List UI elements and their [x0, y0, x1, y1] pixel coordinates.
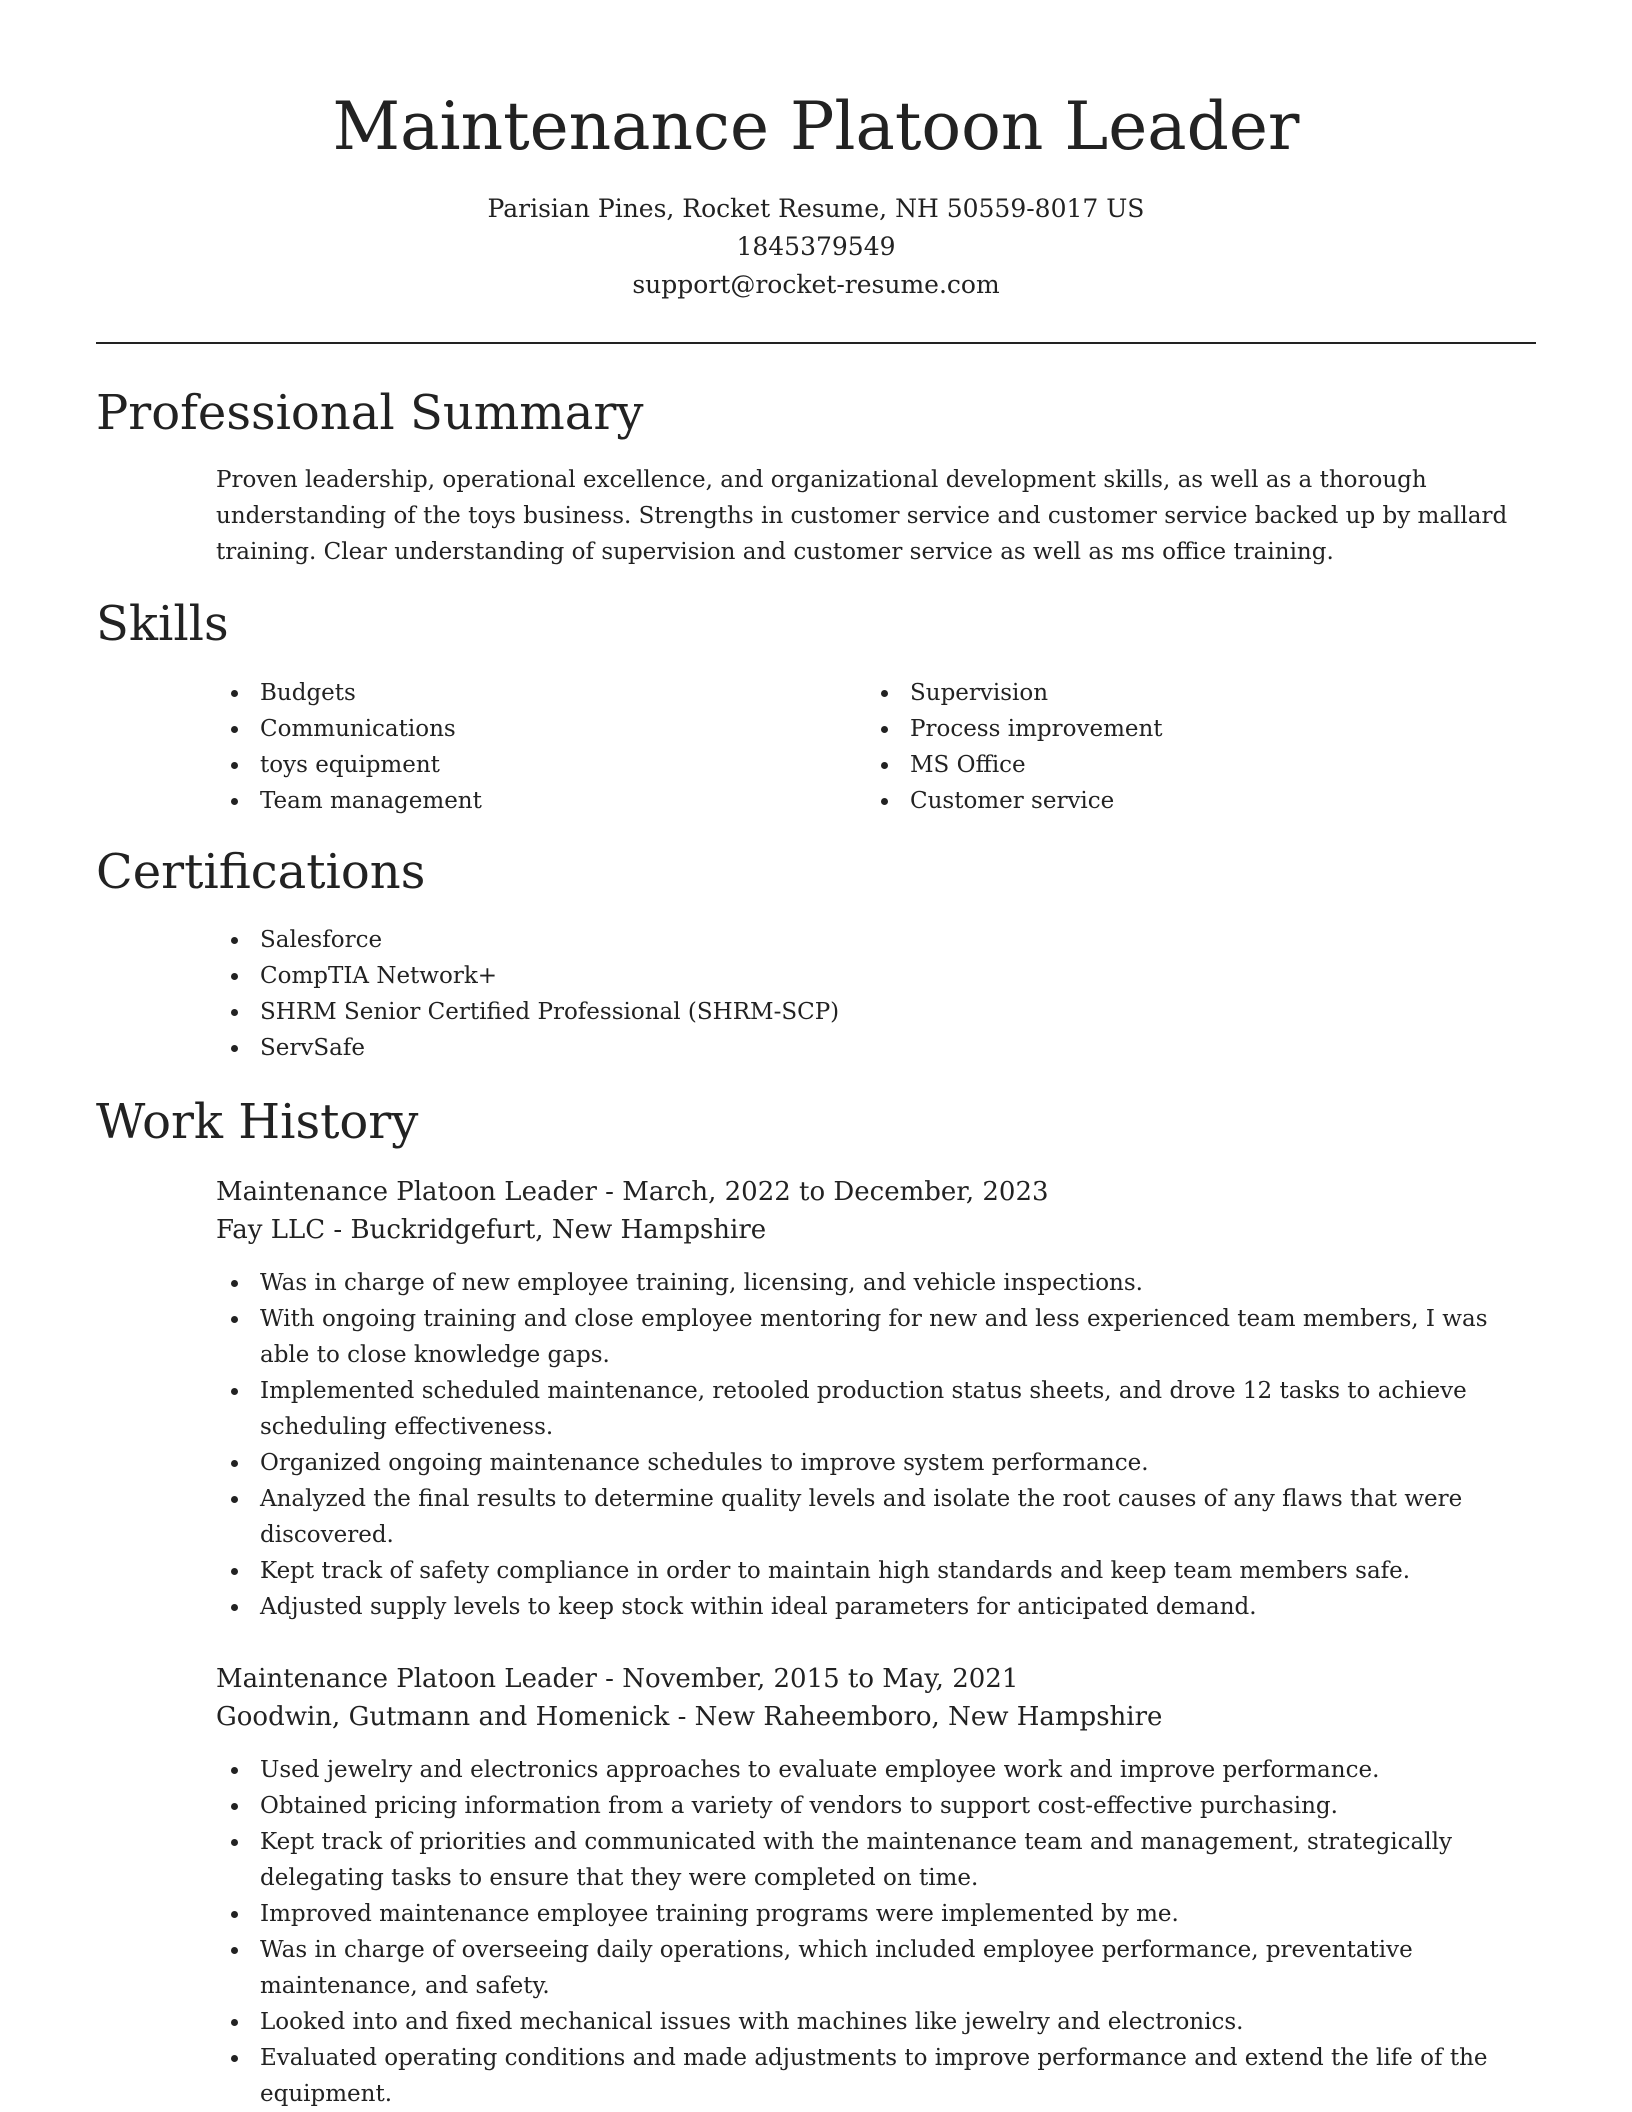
job-entry — [216, 1660, 1526, 2112]
list-item: MS Office — [866, 747, 1466, 783]
list-item: toys equipment — [216, 747, 816, 783]
job-entry — [216, 1173, 1526, 1625]
list-item: Organized ongoing maintenance schedules to improve system performance. — [216, 1445, 1526, 1481]
list-item: Customer service — [866, 783, 1466, 819]
list-item: Supervision — [866, 675, 1466, 711]
list-item: With ongoing training and close employee mentoring for new and less experienced team members, I was able to close knowledge gaps. — [216, 1301, 1526, 1373]
list-item: Was in charge of overseeing daily operations, which included employee performance, preventative maintenance, and safety. — [216, 1932, 1526, 2004]
list-item: Kept track of safety compliance in order to maintain high standards and keep team members safe. — [216, 1553, 1526, 1589]
job-dates: - November, 2015 to May, 2021 — [596, 1664, 1019, 1694]
list-item: Adjusted supply levels to keep stock within ideal parameters for anticipated demand. — [216, 1589, 1526, 1625]
list-item: Process improvement — [866, 711, 1466, 747]
list-item: CompTIA Network+ — [216, 958, 1516, 994]
list-item: Kept track of priorities and communicated with the maintenance team and management, strategically delegating tasks to ensure that they were completed on time. — [216, 1824, 1526, 1896]
list-item: Improved maintenance employee training programs were implemented by me. — [216, 1896, 1526, 1932]
job-company: Fay LLC — [216, 1215, 326, 1245]
certifications-list — [216, 922, 1516, 1066]
resume-header — [0, 82, 1632, 304]
job-company-line — [216, 1698, 1526, 1736]
list-item: ServSafe — [216, 1030, 1516, 1066]
skills-list-left — [216, 675, 816, 819]
list-item: SHRM Senior Certified Professional (SHRM-SCP) — [216, 994, 1516, 1030]
list-item: Implemented scheduled maintenance, retooled production status sheets, and drove 12 tasks to achieve scheduling effectiveness. — [216, 1373, 1526, 1445]
contact-phone: 1845379549 — [736, 232, 896, 261]
list-item: Analyzed the final results to determine quality levels and isolate the root causes of any flaws that were discovered. — [216, 1481, 1526, 1553]
job-dates: - March, 2022 to December, 2023 — [596, 1177, 1049, 1207]
job-company: Goodwin, Gutmann and Homenick — [216, 1702, 670, 1732]
job-company-line — [216, 1211, 1526, 1249]
list-item: Used jewelry and electronics approaches to evaluate employee work and improve performance. — [216, 1752, 1526, 1788]
job-role: Maintenance Platoon Leader — [216, 1664, 597, 1694]
contact-address: Parisian Pines, Rocket Resume, NH 50559-8017 US — [487, 194, 1145, 223]
job-title-line — [216, 1660, 1526, 1698]
summary-text: Proven leadership, operational excellence, and organizational development skills, as well as a thorough understanding of the toys business. Strengths in customer service and customer service backed up by mallard training. Clear understanding of supervision and customer service as well as ms office training. — [216, 467, 1508, 565]
candidate-name: Maintenance Platoon Leader — [332, 88, 1300, 165]
certifications-heading: Certifications — [96, 844, 426, 900]
list-item: Team management — [216, 783, 816, 819]
list-item: Obtained pricing information from a variety of vendors to support cost-effective purchasing. — [216, 1788, 1526, 1824]
list-item: Communications — [216, 711, 816, 747]
summary-heading: Professional Summary — [96, 385, 644, 441]
job-role: Maintenance Platoon Leader — [216, 1177, 597, 1207]
job-title-line — [216, 1173, 1526, 1211]
contact-email: support@rocket-resume.com — [632, 270, 1000, 299]
job-location: - New Raheemboro, New Hampshire — [669, 1702, 1163, 1732]
job-location: - Buckridgefurt, New Hampshire — [325, 1215, 767, 1245]
work-history-heading: Work History — [96, 1094, 419, 1150]
job-bullets — [216, 1752, 1526, 2112]
skills-list-right — [866, 675, 1466, 819]
list-item: Looked into and fixed mechanical issues with machines like jewelry and electronics. — [216, 2004, 1526, 2040]
list-item: Was in charge of new employee training, licensing, and vehicle inspections. — [216, 1265, 1526, 1301]
contact-block — [0, 190, 1632, 304]
skills-heading: Skills — [96, 596, 229, 652]
list-item: Salesforce — [216, 922, 1516, 958]
header-divider — [96, 342, 1536, 344]
job-bullets — [216, 1265, 1526, 1625]
list-item: Evaluated operating conditions and made adjustments to improve performance and extend the life of the equipment. — [216, 2040, 1526, 2112]
list-item: Budgets — [216, 675, 816, 711]
